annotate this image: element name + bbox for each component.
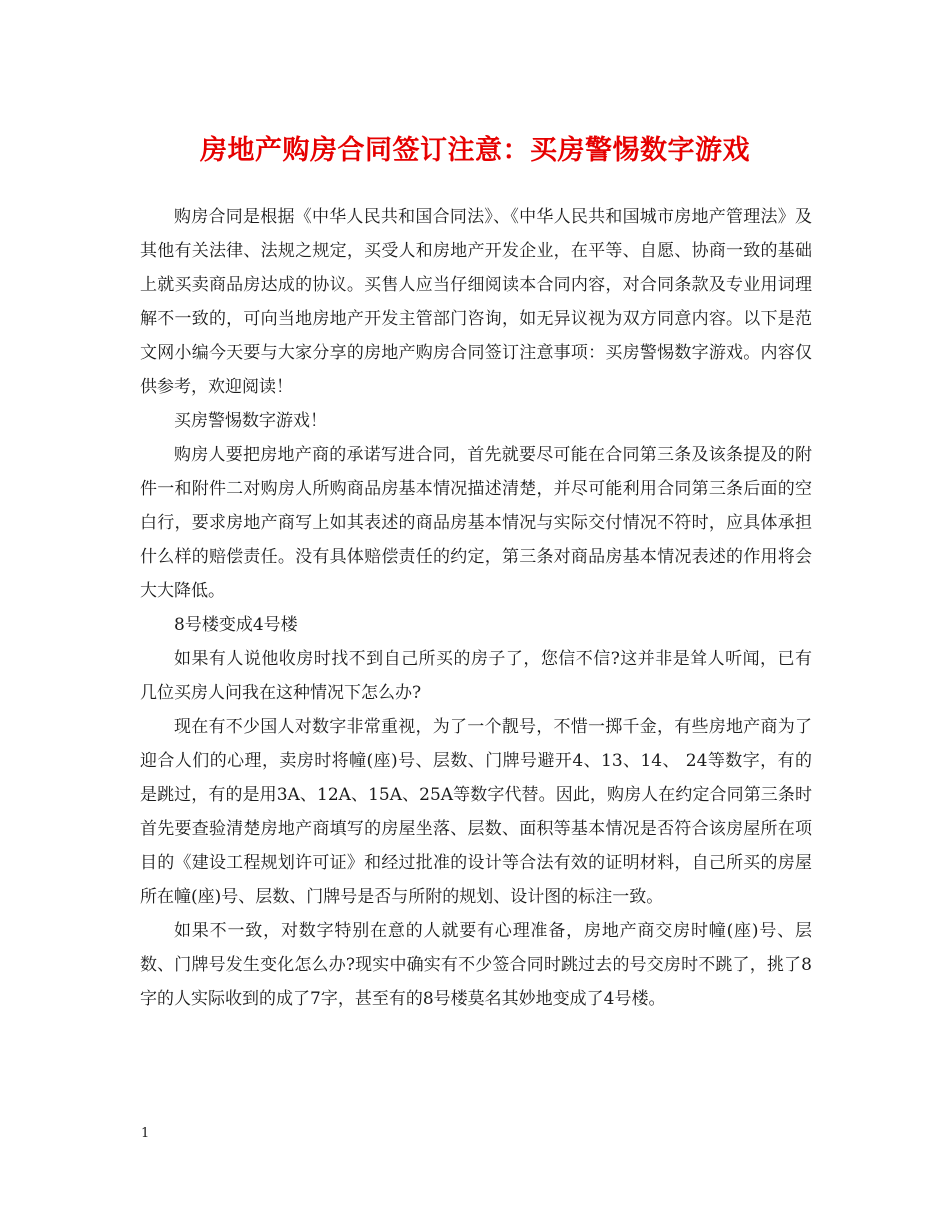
intro-paragraph: 购房合同是根据《中华人民共和国合同法》、《中华人民共和国城市房地产管理法》及其他有关法律、法规之规定，买受人和房地产开发企业，在平等、自愿、协商一致的基础上就买卖商品房达成的协议。买售人应当仔细阅读本合同内容，对合同条款及专业用词理解不一致的，可向当地房地产开发主管部门咨询，如无异议视为双方同意内容。以下是范文网小编今天要与大家分享的房地产购房合同签订注意事项：买房警惕数字游戏。内容仅供参考，欢迎阅读！ bbox=[140, 207, 812, 397]
page-title: 房地产购房合同签订注意：买房警惕数字游戏 bbox=[200, 135, 750, 166]
section-heading-number-games: 买房警惕数字游戏！ bbox=[174, 411, 327, 431]
page-number: 1 bbox=[141, 1126, 150, 1141]
numbers-paragraph: 现在有不少国人对数字非常重视，为了一个靓号，不惜一掷千金，有些房地产商为了迎合人们的心理，卖房时将幢(座)号、层数、门牌号避开4、13、14、 24等数字，有的是跳过，有的是用3A、12A、15A、25A等数字代替。因此，购房人在约定合同第三条时首先要查验清楚房地产商填写的房屋坐落、层数、面积等基本情况是否符合该房屋所在项目的《建设工程规划许可证》和经过批准的设计等合法有效的证明材料，自己所买的房屋所在幢(座)号、层数、门牌号是否与所附的规划、设计图的标注一致。 bbox=[140, 717, 812, 907]
contract-clause-paragraph: 购房人要把房地产商的承诺写进合同，首先就要尽可能在合同第三条及该条提及的附件一和附件二对购房人所购商品房基本情况描述清楚，并尽可能利用合同第三条后面的空白行，要求房地产商写上如其表述的商品房基本情况与实际交付情况不符时，应具体承担什么样的赔偿责任。没有具体赔偿责任的约定，第三条对商品房基本情况表述的作用将会大大降低。 bbox=[140, 445, 812, 601]
document-body bbox=[140, 200, 812, 1016]
section-heading-building-8-to-4: 8号楼变成4号楼 bbox=[174, 615, 298, 635]
inconsistency-paragraph: 如果不一致，对数字特别在意的人就要有心理准备，房地产商交房时幢(座)号、层数、门牌号发生变化怎么办?现实中确实有不少签合同时跳过去的号交房时不跳了，挑了8字的人实际收到的成了7字，甚至有的8号楼莫名其妙地变成了4号楼。 bbox=[140, 921, 812, 1009]
story-paragraph: 如果有人说他收房时找不到自己所买的房子了，您信不信?这并非是耸人听闻，已有几位买房人问我在这种情况下怎么办? bbox=[140, 649, 812, 703]
